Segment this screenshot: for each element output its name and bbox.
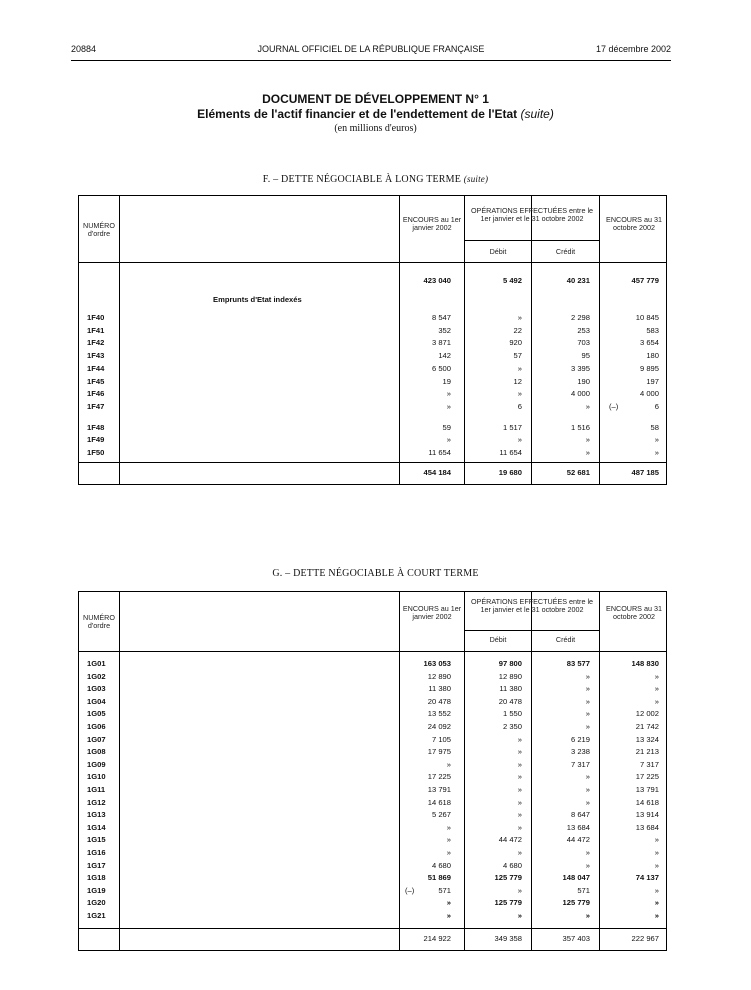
row-value-encours-fin: » bbox=[654, 684, 659, 694]
row-value-credit: » bbox=[585, 448, 590, 457]
report-debit: 5 492 bbox=[502, 276, 522, 285]
table-row bbox=[79, 671, 666, 683]
section-g-title bbox=[0, 568, 751, 579]
row-value-credit: 4 000 bbox=[570, 389, 590, 399]
total-encours-fin: 487 185 bbox=[631, 468, 659, 477]
row-value-encours-fin: » bbox=[654, 885, 659, 895]
row-value-debit: 6 bbox=[517, 401, 522, 411]
row-value-debit: 2 350 bbox=[502, 722, 522, 731]
row-code: 1F44 bbox=[87, 363, 105, 373]
row-value-debit: 12 bbox=[513, 376, 522, 386]
row-code: 1G03 bbox=[87, 684, 106, 694]
table-row bbox=[79, 363, 666, 375]
table-row bbox=[79, 734, 666, 746]
row-value-debit: » bbox=[517, 822, 522, 832]
row-value-credit: » bbox=[585, 401, 590, 411]
row-value-debit: » bbox=[517, 363, 522, 373]
row-value-encours-debut: 11 380 bbox=[428, 684, 451, 694]
row-value-credit: 125 779 bbox=[562, 898, 590, 908]
row-value-encours-fin: » bbox=[654, 835, 659, 845]
table-row bbox=[79, 376, 666, 388]
row-value-credit: 44 472 bbox=[566, 835, 590, 845]
row-value-debit: » bbox=[517, 734, 522, 744]
total-credit: 357 403 bbox=[562, 934, 590, 943]
table-row bbox=[79, 388, 666, 400]
total-row bbox=[79, 933, 666, 945]
row-value-debit: 20 478 bbox=[498, 696, 522, 706]
row-value-debit: 1 517 bbox=[502, 422, 522, 432]
ops-subheader-rule bbox=[464, 240, 599, 241]
table-row bbox=[79, 897, 666, 909]
row-code: 1G13 bbox=[87, 810, 106, 820]
row-value-encours-debut: » bbox=[446, 401, 451, 411]
col-operations: OPÉRATIONS EFFECTUÉES entre le 1er janvier et le 31 octobre 2002 bbox=[470, 206, 594, 223]
row-value-credit: 95 bbox=[581, 351, 590, 361]
row-value-debit: » bbox=[517, 435, 522, 445]
row-value-encours-fin: » bbox=[654, 696, 659, 706]
row-code: 1F50 bbox=[87, 448, 105, 457]
row-code: 1F45 bbox=[87, 376, 105, 386]
row-value-credit: » bbox=[585, 848, 590, 857]
row-value-encours-debut: 6 500 bbox=[431, 363, 451, 373]
table-row bbox=[79, 350, 666, 362]
row-value-debit: » bbox=[517, 759, 522, 769]
row-value-encours-debut: 51 869 bbox=[427, 873, 451, 883]
row-value-debit: » bbox=[517, 747, 522, 757]
row-code: 1G07 bbox=[87, 734, 106, 744]
section-f-title-text: F. – DETTE NÉGOCIABLE À LONG TERME bbox=[262, 174, 462, 185]
row-value-credit: 148 047 bbox=[562, 873, 590, 883]
row-value-encours-fin: 180 bbox=[646, 351, 659, 361]
row-value-encours-debut: 5 267 bbox=[431, 810, 451, 820]
row-value-encours-debut: 14 618 bbox=[427, 797, 451, 807]
table-row bbox=[79, 658, 666, 670]
row-value-credit: » bbox=[585, 772, 590, 782]
row-value-credit: 3 238 bbox=[570, 747, 590, 757]
row-code: 1G11 bbox=[87, 785, 106, 794]
row-value-encours-fin: 583 bbox=[646, 325, 659, 335]
row-value-encours-fin: 10 845 bbox=[635, 313, 659, 322]
row-code: 1G19 bbox=[87, 885, 106, 895]
row-value-encours-debut: 352 bbox=[438, 325, 451, 335]
col-encours-fin: ENCOURS au 31 octobre 2002 bbox=[606, 215, 662, 232]
row-value-credit: 6 219 bbox=[570, 734, 590, 744]
row-code: 1G20 bbox=[87, 898, 106, 908]
table-row bbox=[79, 312, 666, 324]
table-row bbox=[79, 822, 666, 834]
row-value-encours-fin: 9 895 bbox=[639, 363, 659, 373]
table-row bbox=[79, 746, 666, 758]
table-row bbox=[79, 771, 666, 783]
row-value-encours-debut: 8 547 bbox=[431, 313, 451, 322]
row-code: 1G14 bbox=[87, 822, 106, 832]
row-value-credit: » bbox=[585, 435, 590, 445]
row-value-encours-debut: 11 654 bbox=[428, 448, 451, 457]
row-value-encours-fin: 7 317 bbox=[639, 759, 659, 769]
row-value-encours-fin: 3 654 bbox=[639, 338, 659, 348]
table-row bbox=[79, 834, 666, 846]
col-debit: Débit bbox=[489, 247, 507, 256]
row-code: 1F49 bbox=[87, 435, 105, 445]
row-value-encours-fin: 13 684 bbox=[635, 822, 659, 832]
row-value-credit: 7 317 bbox=[570, 759, 590, 769]
document-subtitle-text: Eléments de l'actif financier et de l'endettement de l'Etat bbox=[197, 107, 518, 121]
report-row bbox=[79, 275, 666, 287]
negative-marker: (–) bbox=[609, 401, 619, 411]
row-code: 1F40 bbox=[87, 313, 105, 322]
row-code: 1G10 bbox=[87, 772, 106, 782]
table-row bbox=[79, 422, 666, 434]
row-value-encours-fin: 21 742 bbox=[635, 722, 659, 731]
document-unit: (en millions d'euros) bbox=[334, 123, 417, 134]
row-code: 1F47 bbox=[87, 401, 105, 411]
row-value-encours-fin: » bbox=[654, 848, 659, 857]
row-code: 1F48 bbox=[87, 422, 105, 432]
row-value-debit: 44 472 bbox=[498, 835, 522, 845]
table-row bbox=[79, 847, 666, 859]
table-row bbox=[79, 401, 666, 413]
total-rule bbox=[79, 928, 666, 929]
row-value-encours-debut: 4 680 bbox=[431, 860, 451, 870]
row-value-encours-fin: 74 137 bbox=[635, 873, 659, 883]
row-value-credit: » bbox=[585, 696, 590, 706]
table-row bbox=[79, 721, 666, 733]
row-value-encours-fin: » bbox=[654, 898, 659, 908]
section-f-title bbox=[0, 174, 751, 185]
document-subtitle bbox=[0, 107, 751, 121]
row-value-debit: 920 bbox=[509, 338, 522, 348]
row-code: 1F46 bbox=[87, 389, 105, 399]
table-row bbox=[79, 696, 666, 708]
row-value-encours-fin: 4 000 bbox=[639, 389, 659, 399]
section-f-title-suffix: (suite) bbox=[463, 174, 489, 184]
col-encours-fin: ENCOURS au 31 octobre 2002 bbox=[606, 604, 662, 621]
row-value-encours-debut: 20 478 bbox=[427, 696, 451, 706]
col-numero: NUMÉRO d'ordre bbox=[83, 613, 115, 630]
total-credit: 52 681 bbox=[566, 468, 590, 477]
row-value-encours-fin: » bbox=[654, 448, 659, 457]
row-value-encours-fin: 13 914 bbox=[635, 810, 659, 820]
row-value-credit: » bbox=[585, 860, 590, 870]
row-value-encours-debut: 13 791 bbox=[427, 785, 451, 794]
row-code: 1G16 bbox=[87, 848, 106, 857]
document-title: DOCUMENT DE DÉVELOPPEMENT N° 1 bbox=[262, 92, 489, 106]
row-value-encours-fin: 17 225 bbox=[635, 772, 659, 782]
row-value-encours-fin: 6 bbox=[654, 401, 659, 411]
row-value-encours-debut: 17 225 bbox=[427, 772, 451, 782]
row-value-credit: 1 516 bbox=[570, 422, 590, 432]
row-value-debit: » bbox=[517, 810, 522, 820]
row-value-encours-debut: 571 bbox=[438, 885, 451, 895]
table-row bbox=[79, 434, 666, 446]
row-value-debit: 11 380 bbox=[499, 684, 522, 694]
row-value-encours-debut: » bbox=[446, 911, 451, 920]
total-encours-fin: 222 967 bbox=[631, 934, 659, 943]
total-encours-debut: 214 922 bbox=[423, 934, 451, 943]
row-value-credit: 571 bbox=[577, 885, 590, 895]
row-value-debit: 125 779 bbox=[494, 873, 522, 883]
group-heading: Emprunts d'Etat indexés bbox=[213, 295, 302, 304]
row-value-encours-debut: 142 bbox=[438, 351, 451, 361]
row-value-debit: » bbox=[517, 772, 522, 782]
table-row bbox=[79, 809, 666, 821]
page-number: 20884 bbox=[71, 44, 97, 54]
row-code: 1G04 bbox=[87, 696, 106, 706]
col-credit: Crédit bbox=[555, 635, 576, 644]
row-value-encours-debut: 163 053 bbox=[423, 659, 451, 668]
row-value-debit: 22 bbox=[513, 325, 522, 335]
row-value-encours-fin: 13 324 bbox=[635, 734, 659, 744]
table-row bbox=[79, 447, 666, 459]
row-value-credit: 13 684 bbox=[566, 822, 590, 832]
report-encours-debut: 423 040 bbox=[423, 276, 451, 285]
row-code: 1G02 bbox=[87, 671, 106, 681]
row-value-encours-fin: 21 213 bbox=[635, 747, 659, 757]
col-credit: Crédit bbox=[555, 247, 576, 256]
row-value-credit: 83 577 bbox=[566, 659, 590, 668]
row-value-debit: » bbox=[517, 785, 522, 794]
row-value-credit: 253 bbox=[577, 325, 590, 335]
total-row bbox=[79, 467, 666, 479]
row-value-debit: » bbox=[517, 911, 522, 920]
row-value-encours-fin: » bbox=[654, 671, 659, 681]
col-debit: Débit bbox=[489, 635, 507, 644]
row-value-encours-fin: » bbox=[654, 860, 659, 870]
row-code: 1G21 bbox=[87, 911, 106, 920]
total-encours-debut: 454 184 bbox=[423, 468, 451, 477]
table-row bbox=[79, 797, 666, 809]
row-code: 1G09 bbox=[87, 759, 106, 769]
table-row bbox=[79, 872, 666, 884]
table-row bbox=[79, 885, 666, 897]
row-value-encours-fin: 12 002 bbox=[635, 709, 659, 719]
report-encours-fin: 457 779 bbox=[631, 276, 659, 285]
row-value-encours-fin: 13 791 bbox=[635, 785, 659, 794]
row-value-encours-debut: 13 552 bbox=[427, 709, 451, 719]
row-value-debit: » bbox=[517, 313, 522, 322]
table-row bbox=[79, 708, 666, 720]
header-rule bbox=[79, 262, 666, 263]
row-value-encours-debut: » bbox=[446, 835, 451, 845]
row-value-credit: » bbox=[585, 911, 590, 920]
row-code: 1G05 bbox=[87, 709, 106, 719]
row-value-debit: 97 800 bbox=[498, 659, 522, 668]
row-value-encours-debut: » bbox=[446, 435, 451, 445]
col-numero: NUMÉRO d'ordre bbox=[83, 221, 115, 238]
row-value-encours-fin: 148 830 bbox=[631, 659, 659, 668]
row-value-debit: 1 550 bbox=[502, 709, 522, 719]
col-operations: OPÉRATIONS EFFECTUÉES entre le 1er janvier et le 31 octobre 2002 bbox=[470, 597, 594, 614]
row-value-encours-fin: 14 618 bbox=[635, 797, 659, 807]
table-row bbox=[79, 759, 666, 771]
row-code: 1G12 bbox=[87, 797, 106, 807]
row-value-encours-debut: 24 092 bbox=[427, 722, 451, 731]
issue-date: 17 décembre 2002 bbox=[595, 44, 671, 54]
row-value-encours-debut: 59 bbox=[442, 422, 451, 432]
table-row bbox=[79, 910, 666, 922]
table-row bbox=[79, 337, 666, 349]
row-value-encours-debut: 12 890 bbox=[427, 671, 451, 681]
row-value-encours-debut: » bbox=[446, 759, 451, 769]
row-value-debit: 57 bbox=[513, 351, 522, 361]
row-code: 1G06 bbox=[87, 722, 106, 731]
table-short-term-debt bbox=[78, 591, 667, 951]
row-code: 1F43 bbox=[87, 351, 105, 361]
row-value-encours-fin: 197 bbox=[646, 376, 659, 386]
table-row bbox=[79, 683, 666, 695]
row-value-encours-debut: 19 bbox=[442, 376, 451, 386]
group-heading-row bbox=[79, 294, 666, 306]
row-code: 1F41 bbox=[87, 325, 105, 335]
row-value-credit: » bbox=[585, 709, 590, 719]
row-value-credit: » bbox=[585, 722, 590, 731]
total-debit: 19 680 bbox=[498, 468, 522, 477]
row-value-credit: 703 bbox=[577, 338, 590, 348]
row-value-encours-debut: » bbox=[446, 822, 451, 832]
total-debit: 349 358 bbox=[494, 934, 522, 943]
row-value-debit: 125 779 bbox=[494, 898, 522, 908]
header-rule bbox=[71, 60, 671, 61]
row-value-debit: 12 890 bbox=[498, 671, 522, 681]
row-value-encours-fin: » bbox=[654, 435, 659, 445]
row-value-encours-fin: » bbox=[654, 911, 659, 920]
document-subtitle-suffix: (suite) bbox=[520, 107, 554, 121]
row-value-credit: 8 647 bbox=[570, 810, 590, 820]
row-code: 1G01 bbox=[87, 659, 106, 668]
row-value-encours-fin: 58 bbox=[650, 422, 659, 432]
row-value-credit: » bbox=[585, 684, 590, 694]
row-value-encours-debut: » bbox=[446, 389, 451, 399]
row-value-encours-debut: 17 975 bbox=[427, 747, 451, 757]
page-header bbox=[71, 44, 671, 56]
row-value-debit: » bbox=[517, 885, 522, 895]
row-value-encours-debut: 3 871 bbox=[431, 338, 451, 348]
table-long-term-debt bbox=[78, 195, 667, 485]
journal-title: JOURNAL OFFICIEL DE LA RÉPUBLIQUE FRANÇAISE bbox=[257, 44, 485, 54]
col-encours-debut: ENCOURS au 1er janvier 2002 bbox=[402, 215, 462, 232]
row-value-debit: » bbox=[517, 848, 522, 857]
row-value-credit: 2 298 bbox=[570, 313, 590, 322]
table-row bbox=[79, 325, 666, 337]
table-row bbox=[79, 860, 666, 872]
negative-marker: (–) bbox=[405, 885, 415, 895]
row-value-encours-debut: 7 105 bbox=[431, 734, 451, 744]
table-row bbox=[79, 784, 666, 796]
row-code: 1G08 bbox=[87, 747, 106, 757]
row-value-credit: » bbox=[585, 797, 590, 807]
row-value-debit: 4 680 bbox=[502, 860, 522, 870]
row-code: 1F42 bbox=[87, 338, 105, 348]
section-g-title-text: G. – DETTE NÉGOCIABLE À COURT TERME bbox=[272, 568, 479, 579]
row-code: 1G17 bbox=[87, 860, 106, 870]
total-rule bbox=[79, 462, 666, 463]
row-value-credit: 3 395 bbox=[570, 363, 590, 373]
row-value-debit: » bbox=[517, 797, 522, 807]
row-code: 1G18 bbox=[87, 873, 106, 883]
row-code: 1G15 bbox=[87, 835, 106, 845]
report-credit: 40 231 bbox=[566, 276, 590, 285]
row-value-debit: » bbox=[517, 389, 522, 399]
row-value-encours-debut: » bbox=[446, 898, 451, 908]
row-value-credit: 190 bbox=[577, 376, 590, 386]
ops-subheader-rule bbox=[464, 630, 599, 631]
row-value-debit: 11 654 bbox=[499, 448, 522, 457]
row-value-encours-debut: » bbox=[446, 848, 451, 857]
row-value-credit: » bbox=[585, 671, 590, 681]
header-rule bbox=[79, 651, 666, 652]
row-value-credit: » bbox=[585, 785, 590, 794]
col-encours-debut: ENCOURS au 1er janvier 2002 bbox=[402, 604, 462, 621]
